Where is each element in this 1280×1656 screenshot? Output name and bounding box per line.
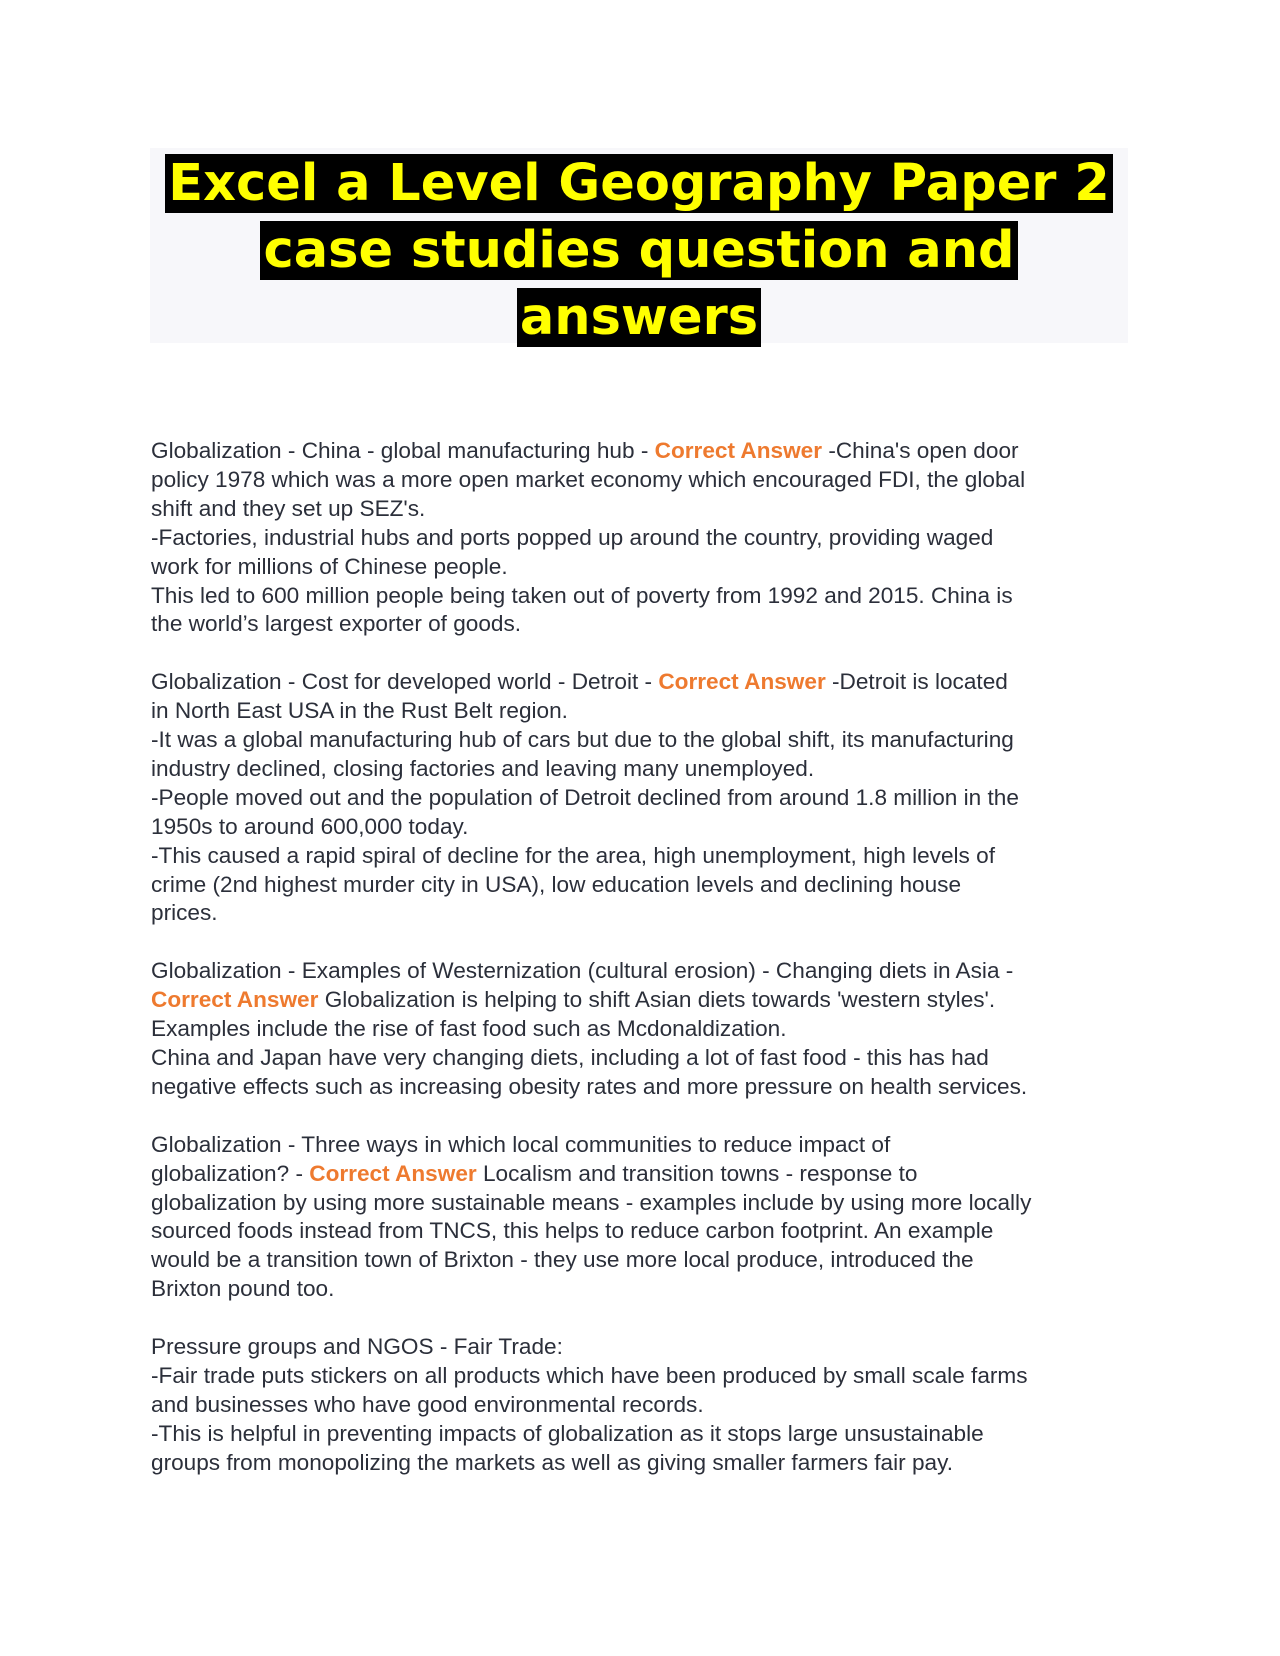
answer-line [151,1160,1131,1189]
text-line: -This caused a rapid spiral of decline for the area, high unemployment, high levels of [151,842,995,868]
text-line: the world’s largest exporter of goods. [151,611,522,637]
text-line: China and Japan have very changing diets, including a lot of fast food - this has had [151,1045,989,1070]
text-line: groups from monopolizing the markets as well as giving smaller farmers fair pay. [151,1449,953,1475]
document-body [151,437,1131,1506]
text-line: -People moved out and the population of Detroit declined from around 1.8 million in the [151,784,1019,810]
question-line: Globalization - Three ways in which local communities to reduce impact of [151,1131,891,1157]
title-line: case studies question and [260,221,1017,280]
question-text: Globalization - Cost for developed world - Detroit - [151,669,659,695]
text-line: and businesses who have good environmental records. [151,1391,704,1417]
text-line: -Fair trade puts stickers on all products which have been produced by small scale farms [151,1362,1028,1388]
answer-text: -China's open door [822,438,1019,463]
question-text: globalization? - [151,1160,310,1186]
text-line: negative effects such as increasing obesity rates and more pressure on health services. [151,1073,1028,1099]
text-line: shift and they set up SEZ's. [151,495,426,521]
question-line [151,437,1131,466]
text-line: Examples include the rise of fast food such as Mcdonaldization. [151,1016,787,1042]
text-line: industry declined, closing factories and leaving many unemployed. [151,755,815,781]
text-line: -Factories, industrial hubs and ports popped up around the country, providing waged [151,524,994,550]
text-line: 1950s to around 600,000 today. [151,813,469,839]
title-line: answers [517,288,761,347]
qa-block-china [151,437,1131,639]
text-line: in North East USA in the Rust Belt region. [151,698,568,724]
answer-text: Globalization is helping to shift Asian diets towards 'western styles'. [318,987,996,1013]
qa-block-westernization [151,957,1131,1102]
title-banner [150,148,1128,347]
text-line: -This is helpful in preventing impacts of globalization as it stops large unsustainable [151,1420,984,1446]
question-text: Globalization - China - global manufacturing hub - [151,438,655,463]
title-line: Excel a Level Geography Paper 2 [165,154,1112,213]
text-line: sourced foods instead from TNCS, this helps to reduce carbon footprint. An example [151,1218,994,1244]
qa-block-detroit [151,668,1131,928]
text-line: -It was a global manufacturing hub of cars but due to the global shift, its manufacturing [151,727,1014,753]
text-line: crime (2nd highest murder city in USA), low education levels and declining house [151,871,962,897]
text-line: would be a transition town of Brixton - they use more local produce, introduced the [151,1247,974,1273]
text-line: This led to 600 million people being taken out of poverty from 1992 and 2015. China is [151,582,1013,608]
answer-line [151,986,1131,1015]
correct-answer-label: Correct Answer [654,438,823,463]
text-line: work for millions of Chinese people. [151,553,508,579]
document-title [150,148,1128,351]
text-line: globalization by using more sustainable means - examples include by using more locally [151,1189,1032,1215]
text-line: policy 1978 which was a more open market economy which encouraged FDI, the global [151,466,1026,492]
qa-block-fair-trade [151,1333,1131,1478]
question-line: Pressure groups and NGOS - Fair Trade: [151,1334,563,1360]
question-line [151,668,1131,697]
qa-block-local-communities [151,1131,1131,1304]
correct-answer-label: Correct Answer [151,987,319,1013]
text-line: prices. [151,900,218,926]
answer-text: Localism and transition towns - response to [476,1160,918,1186]
text-line: Brixton pound too. [151,1276,335,1302]
answer-text: -Detroit is located [825,669,1008,695]
correct-answer-label: Correct Answer [658,669,826,695]
correct-answer-label: Correct Answer [309,1160,477,1186]
question-line: Globalization - Examples of Westernization (cultural erosion) - Changing diets in Asia - [151,958,1014,984]
